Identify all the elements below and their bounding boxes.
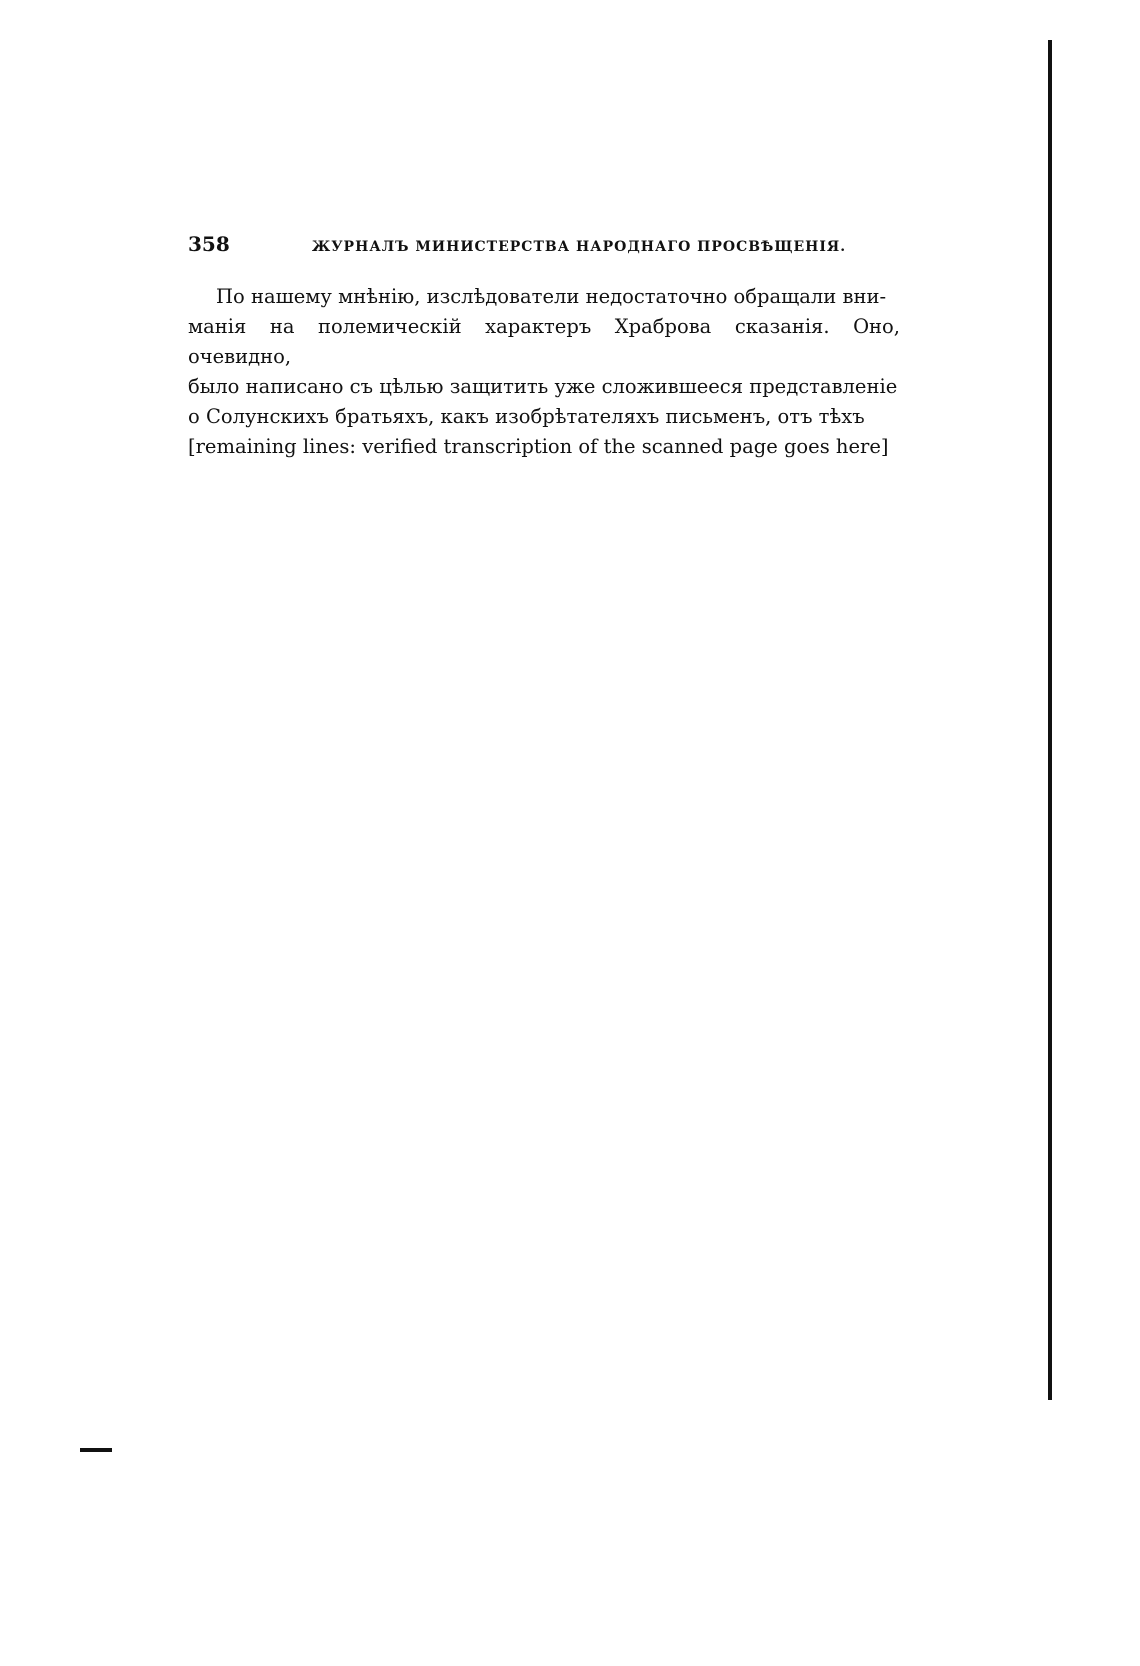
scan-margin-mark xyxy=(80,1448,112,1452)
text-line: манія на полемическій характеръ Храброва сказанія. Оно, очевидно, xyxy=(188,315,900,368)
text-line: было написано съ цѣлью защитить уже сложившееся представленіе xyxy=(188,375,898,398)
scan-edge-rule xyxy=(1048,40,1052,1400)
text-line: о Солунскихъ братьяхъ, какъ изобрѣтателяхъ письменъ, отъ тѣхъ xyxy=(188,405,865,428)
book-page xyxy=(188,232,900,462)
text-line: По нашему мнѣнію, изслѣдователи недостаточно обращали вни- xyxy=(216,285,887,308)
paragraph-1 xyxy=(188,282,900,462)
running-title: ЖУРНАЛЪ МИНИСТЕРСТВА НАРОДНАГО ПРОСВѢЩЕНІЯ. xyxy=(311,239,847,255)
text-line: [remaining lines: verified transcription of the scanned page goes here] xyxy=(188,435,889,458)
page-number: 358 xyxy=(188,232,230,256)
running-header xyxy=(188,232,900,256)
